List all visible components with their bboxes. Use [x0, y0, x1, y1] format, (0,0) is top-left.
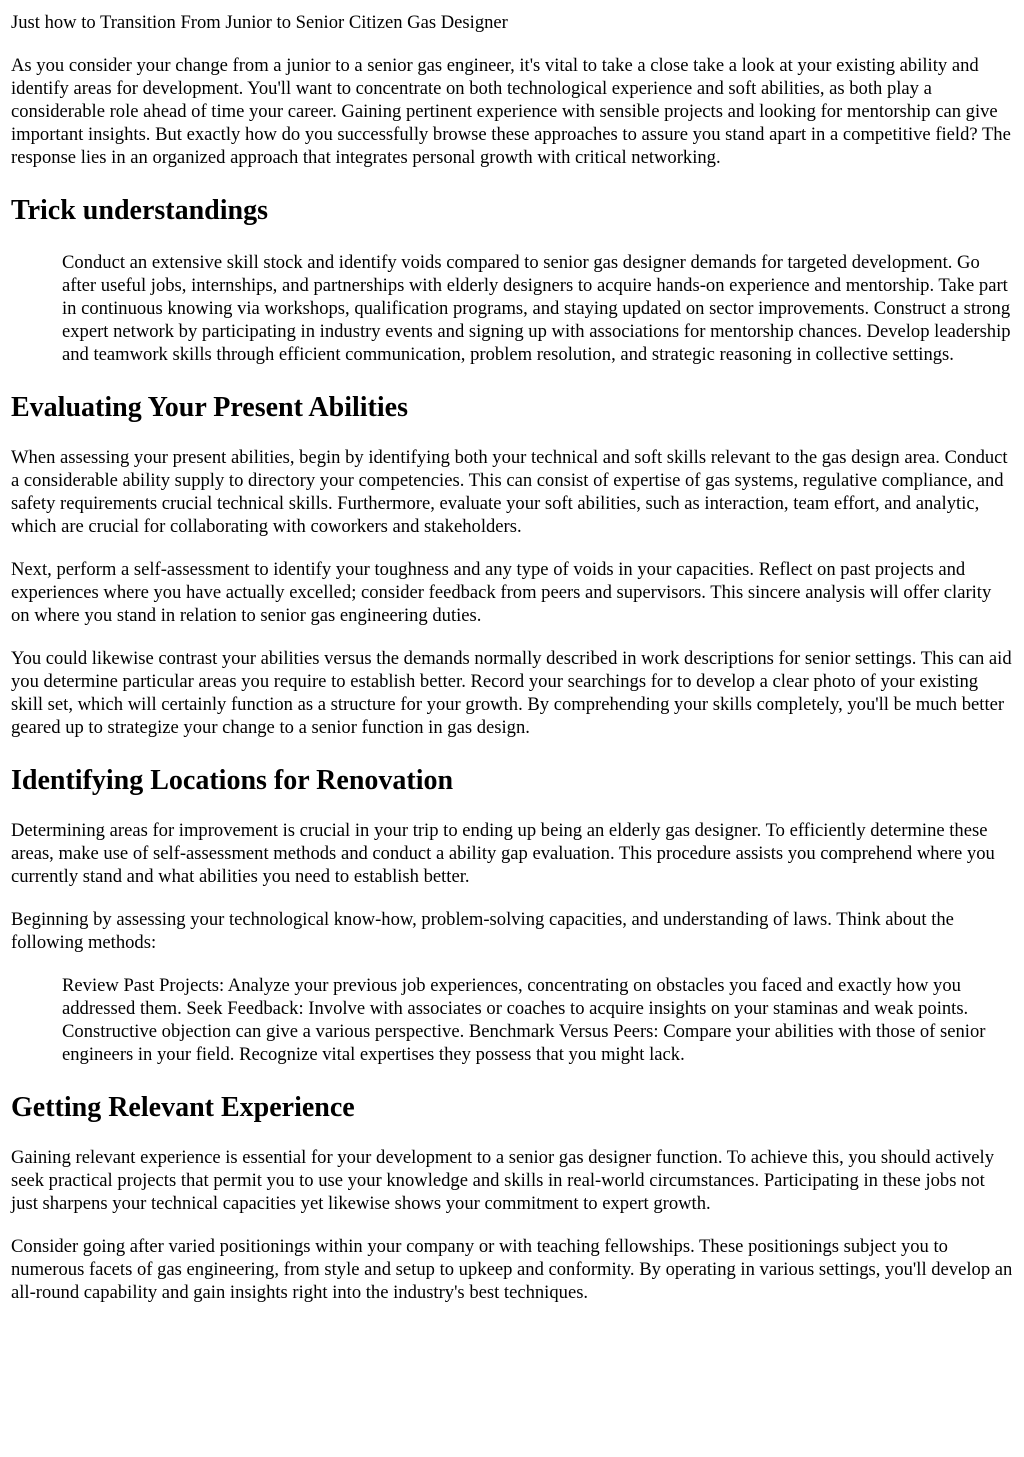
- paragraph: Gaining relevant experience is essential for your development to a senior gas designer function. To achieve this, you should actively seek practical projects that permit you to use your knowledge and skills in real-world circumstances. Participating in these jobs not just sharpens your technical capacities yet likewise shows your commitment to expert growth.: [11, 1147, 995, 1214]
- document-title: Just how to Transition From Junior to Senior Citizen Gas Designer: [11, 12, 508, 33]
- paragraph: You could likewise contrast your abilities versus the demands normally described in work descriptions for senior settings. This can aid you determine particular areas you require to establish better. Record your searchings for to develop a clear photo of your existing skill set, which will certainly function as a structure for your growth. By comprehending your skills completely, you'll be much better geared up to strategize your change to a senior function in gas design.: [11, 648, 1012, 738]
- key-insights-blockquote: Conduct an extensive skill stock and identify voids compared to senior gas designer demands for targeted development. Go after useful jobs, internships, and partnerships with elderly designers to acquire hands-on experience and mentorship. Take part in continuous knowing via workshops, qualification programs, and staying updated on sector improvements. Construct a strong expert network by participating in industry events and signing up with associations for mentorship chances. Develop leadership and teamwork skills through efficient communication, problem resolution, and strategic reasoning in collective settings.: [62, 252, 1011, 365]
- section-heading-key-insights: Trick understandings: [11, 195, 268, 226]
- paragraph: When assessing your present abilities, begin by identifying both your technical and soft skills relevant to the gas design area. Conduct a considerable ability supply to directory your competencies. This can consist of expertise of gas systems, regulative compliance, and safety requirements crucial technical skills. Furthermore, evaluate your soft abilities, such as interaction, team effort, and analytic, which are crucial for collaborating with coworkers and stakeholders.: [11, 447, 1008, 537]
- section-heading-relevant-experience: Getting Relevant Experience: [11, 1092, 355, 1123]
- paragraph: Beginning by assessing your technological know-how, problem-solving capacities, and understanding of laws. Think about the following methods:: [11, 909, 954, 953]
- paragraph: Consider going after varied positionings within your company or with teaching fellowships. These positionings subject you to numerous facets of gas engineering, from style and setup to upkeep and conformity. By operating in various settings, you'll develop an all-round capability and gain insights right into the industry's best techniques.: [11, 1236, 1013, 1303]
- methods-blockquote: Review Past Projects: Analyze your previous job experiences, concentrating on obstacles you faced and exactly how you addressed them. Seek Feedback: Involve with associates or coaches to acquire insights on your staminas and weak points. Constructive objection can give a various perspective. Benchmark Versus Peers: Compare your abilities with those of senior engineers in your field. Recognize vital expertises they possess that you might lack.: [62, 975, 986, 1065]
- section-heading-identifying-improvement: Identifying Locations for Renovation: [11, 765, 454, 796]
- intro-paragraph: As you consider your change from a junior to a senior gas engineer, it's vital to take a close take a look at your existing ability and identify areas for development. You'll want to concentrate on both technological experience and soft abilities, as both play a considerable role ahead of time your career. Gaining pertinent experience with sensible projects and looking for mentorship can give important insights. But exactly how do you successfully browse these approaches to assure you stand apart in a competitive field? The response lies in an organized approach that integrates personal growth with critical networking.: [11, 55, 1011, 168]
- section-heading-evaluating-abilities: Evaluating Your Present Abilities: [11, 392, 408, 423]
- article: [0, 11, 1024, 1304]
- paragraph: Next, perform a self-assessment to identify your toughness and any type of voids in your capacities. Reflect on past projects and experiences where you have actually excelled; consider feedback from peers and supervisors. This sincere analysis will offer clarity on where you stand in relation to senior gas engineering duties.: [11, 559, 992, 626]
- paragraph: Determining areas for improvement is crucial in your trip to ending up being an elderly gas designer. To efficiently determine these areas, make use of self-assessment methods and conduct a ability gap evaluation. This procedure assists you comprehend where you currently stand and what abilities you need to establish better.: [11, 820, 995, 887]
